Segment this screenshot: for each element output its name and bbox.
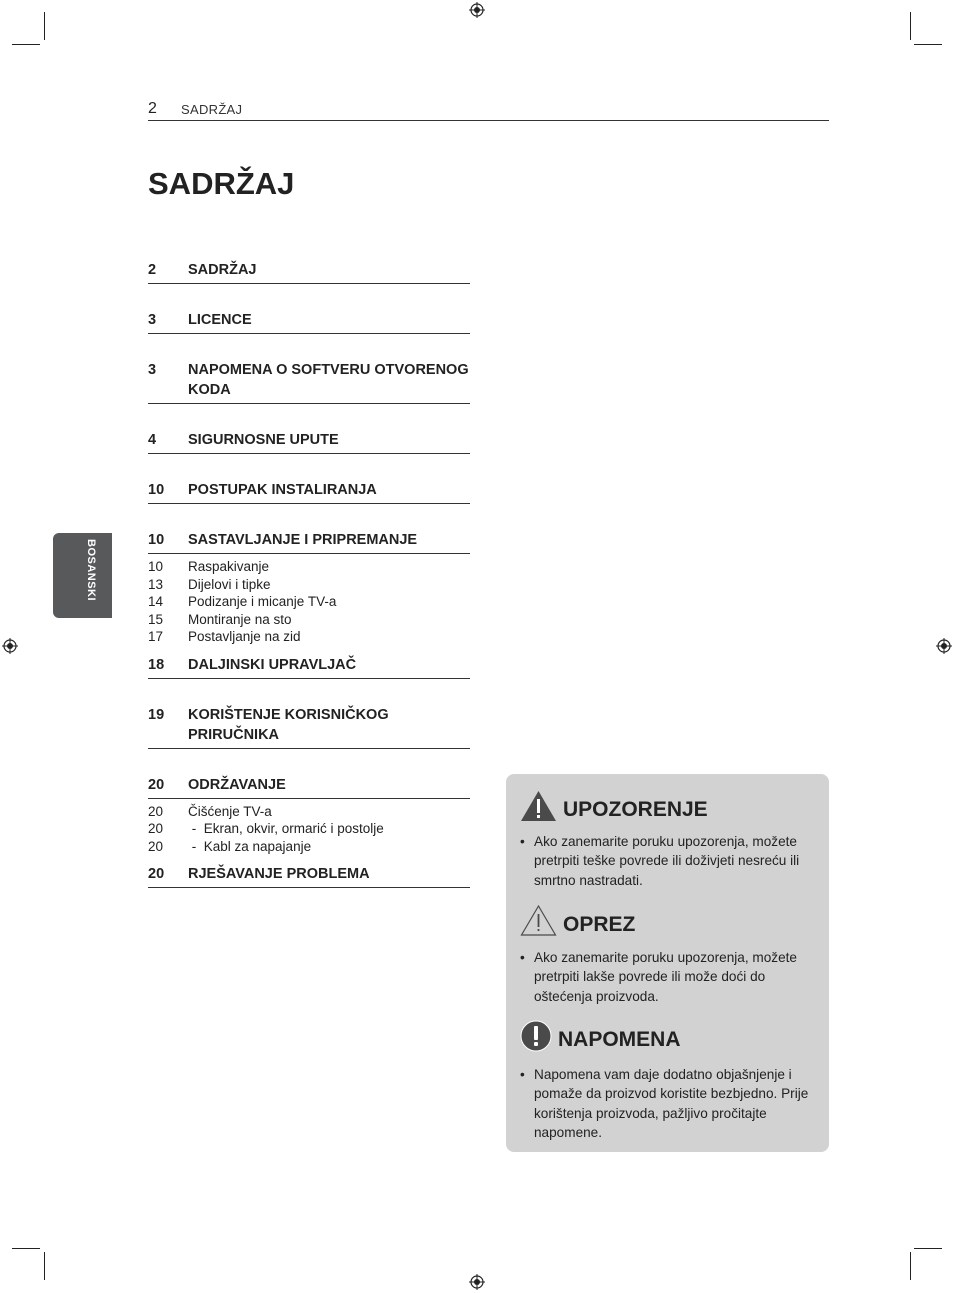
toc-sub-label: - Ekran, okvir, ormarić i postolje — [188, 821, 384, 836]
toc-section-label: SADRŽAJ — [188, 262, 257, 278]
toc-subsection-list — [148, 554, 470, 655]
toc-section[interactable] — [148, 775, 470, 799]
toc-subsection-list — [148, 799, 470, 865]
registration-mark-icon — [469, 2, 485, 18]
toc-sub-page-number: 20 — [148, 803, 164, 819]
toc-sub-page-number: 13 — [148, 576, 164, 592]
toc-page-number: 20 — [148, 776, 165, 793]
crop-mark — [12, 44, 40, 45]
toc-sub-label: Podizanje i micanje TV-a — [188, 594, 337, 609]
crop-mark — [44, 1252, 45, 1280]
toc-subsection[interactable] — [148, 803, 470, 821]
crop-mark — [12, 1248, 40, 1249]
toc-section-label: LICENCE — [188, 312, 252, 328]
toc-section-label: DALJINSKI UPRAVLJAČ — [188, 656, 357, 673]
toc-section-label: SASTAVLJANJE I PRIPREMANJE — [188, 532, 418, 548]
warning-item — [520, 832, 820, 890]
toc-sub-page-number: 20 — [148, 838, 164, 854]
bullet: • — [520, 950, 525, 965]
toc-sub-page-number: 17 — [148, 629, 164, 644]
warning-title: UPOZORENJE — [563, 798, 708, 821]
toc-page-number: 2 — [148, 262, 157, 278]
toc-page-number: 10 — [148, 482, 165, 498]
toc-sub-page-number: 15 — [148, 611, 164, 627]
toc-page-number: 4 — [148, 432, 157, 448]
toc-sub-label: Čišćenje TV-a — [188, 803, 272, 819]
caution-outline-icon — [520, 904, 557, 937]
toc-section-label: POSTUPAK INSTALIRANJA — [188, 482, 377, 498]
toc-spacer — [148, 504, 470, 530]
toc-section-label: NAPOMENA O SOFTVERU OTVORENOG KODA — [188, 362, 469, 398]
toc-section-label: RJEŠAVANJE PROBLEMA — [188, 866, 370, 882]
language-label: BOSANSKI — [85, 539, 97, 602]
warning-filled-icon — [520, 790, 557, 822]
caution-item — [520, 948, 820, 1006]
table-of-contents — [148, 260, 470, 888]
toc-subsection[interactable] — [148, 558, 470, 576]
note-heading — [520, 1020, 681, 1052]
registration-mark-icon — [936, 638, 952, 654]
toc-subsection[interactable] — [148, 611, 470, 629]
page-header — [148, 98, 829, 121]
toc-section[interactable] — [148, 480, 470, 504]
toc-section[interactable] — [148, 430, 470, 454]
toc-spacer — [148, 679, 470, 705]
page-title: SADRŽAJ — [148, 166, 295, 201]
toc-spacer — [148, 404, 470, 430]
toc-page-number: 20 — [148, 866, 165, 882]
toc-subsection[interactable] — [148, 593, 470, 611]
language-side-tab — [53, 533, 112, 618]
toc-sub-page-number: 14 — [148, 594, 164, 609]
warning-text: Ako zanemarite poruku upozorenja, možete pretrpiti teške povrede ili doživjeti nesreću ili smrtno nastradati. — [534, 834, 800, 888]
toc-subsection[interactable] — [148, 820, 470, 838]
toc-section[interactable] — [148, 530, 470, 554]
running-header-title: SADRŽAJ — [181, 102, 243, 117]
toc-subsection[interactable] — [148, 838, 470, 856]
exclamation-circle-icon — [520, 1020, 552, 1052]
toc-spacer — [148, 749, 470, 775]
warning-heading — [520, 790, 708, 822]
toc-section[interactable] — [148, 655, 470, 679]
toc-sub-label: Raspakivanje — [188, 559, 270, 574]
toc-spacer — [148, 334, 470, 360]
caution-title: OPREZ — [563, 913, 636, 936]
toc-sub-page-number: 10 — [148, 559, 164, 574]
toc-section[interactable] — [148, 260, 470, 284]
toc-section[interactable] — [148, 864, 470, 888]
toc-subsection[interactable] — [148, 576, 470, 594]
crop-mark — [914, 1248, 942, 1249]
toc-sub-label: Postavljanje na zid — [188, 629, 301, 644]
toc-page-number: 18 — [148, 656, 165, 673]
toc-section-label: KORIŠTENJE KORISNIČKOG PRIRUČNIKA — [188, 706, 389, 743]
toc-section-label: SIGURNOSNE UPUTE — [188, 432, 339, 448]
toc-sub-label: Montiranje na sto — [188, 611, 292, 627]
toc-page-number: 19 — [148, 706, 165, 723]
toc-section-label: ODRŽAVANJE — [188, 776, 286, 793]
registration-mark-icon — [469, 1274, 485, 1290]
toc-page-number: 3 — [148, 312, 157, 328]
note-item — [520, 1065, 820, 1142]
toc-section[interactable] — [148, 705, 470, 749]
crop-mark — [914, 44, 942, 45]
toc-spacer — [148, 284, 470, 310]
toc-subsection[interactable] — [148, 628, 470, 646]
toc-spacer — [148, 454, 470, 480]
toc-page-number: 3 — [148, 362, 157, 378]
toc-section[interactable] — [148, 310, 470, 334]
bullet: • — [520, 834, 525, 849]
page-number: 2 — [148, 100, 157, 117]
toc-sub-label: - Kabl za napajanje — [188, 838, 312, 854]
registration-mark-icon — [2, 638, 18, 654]
bullet: • — [520, 1067, 525, 1082]
toc-page-number: 10 — [148, 532, 165, 548]
notice-box — [506, 774, 829, 1152]
crop-mark — [44, 12, 45, 40]
crop-mark — [910, 12, 911, 40]
toc-sub-label: Dijelovi i tipke — [188, 576, 271, 592]
caution-text: Ako zanemarite poruku upozorenja, možete pretrpiti lakše povrede ili može doći do oštećenja proizvoda. — [534, 950, 797, 1004]
toc-sub-page-number: 20 — [148, 821, 164, 836]
note-title: NAPOMENA — [558, 1028, 681, 1051]
caution-heading — [520, 904, 635, 937]
note-text: Napomena vam daje dodatno objašnjenje i pomaže da proizvod koristite bezbjedno. Prije korištenja proizvoda, pažljivo pročitajte napomene. — [534, 1067, 809, 1140]
crop-mark — [910, 1252, 911, 1280]
toc-section[interactable] — [148, 360, 470, 404]
